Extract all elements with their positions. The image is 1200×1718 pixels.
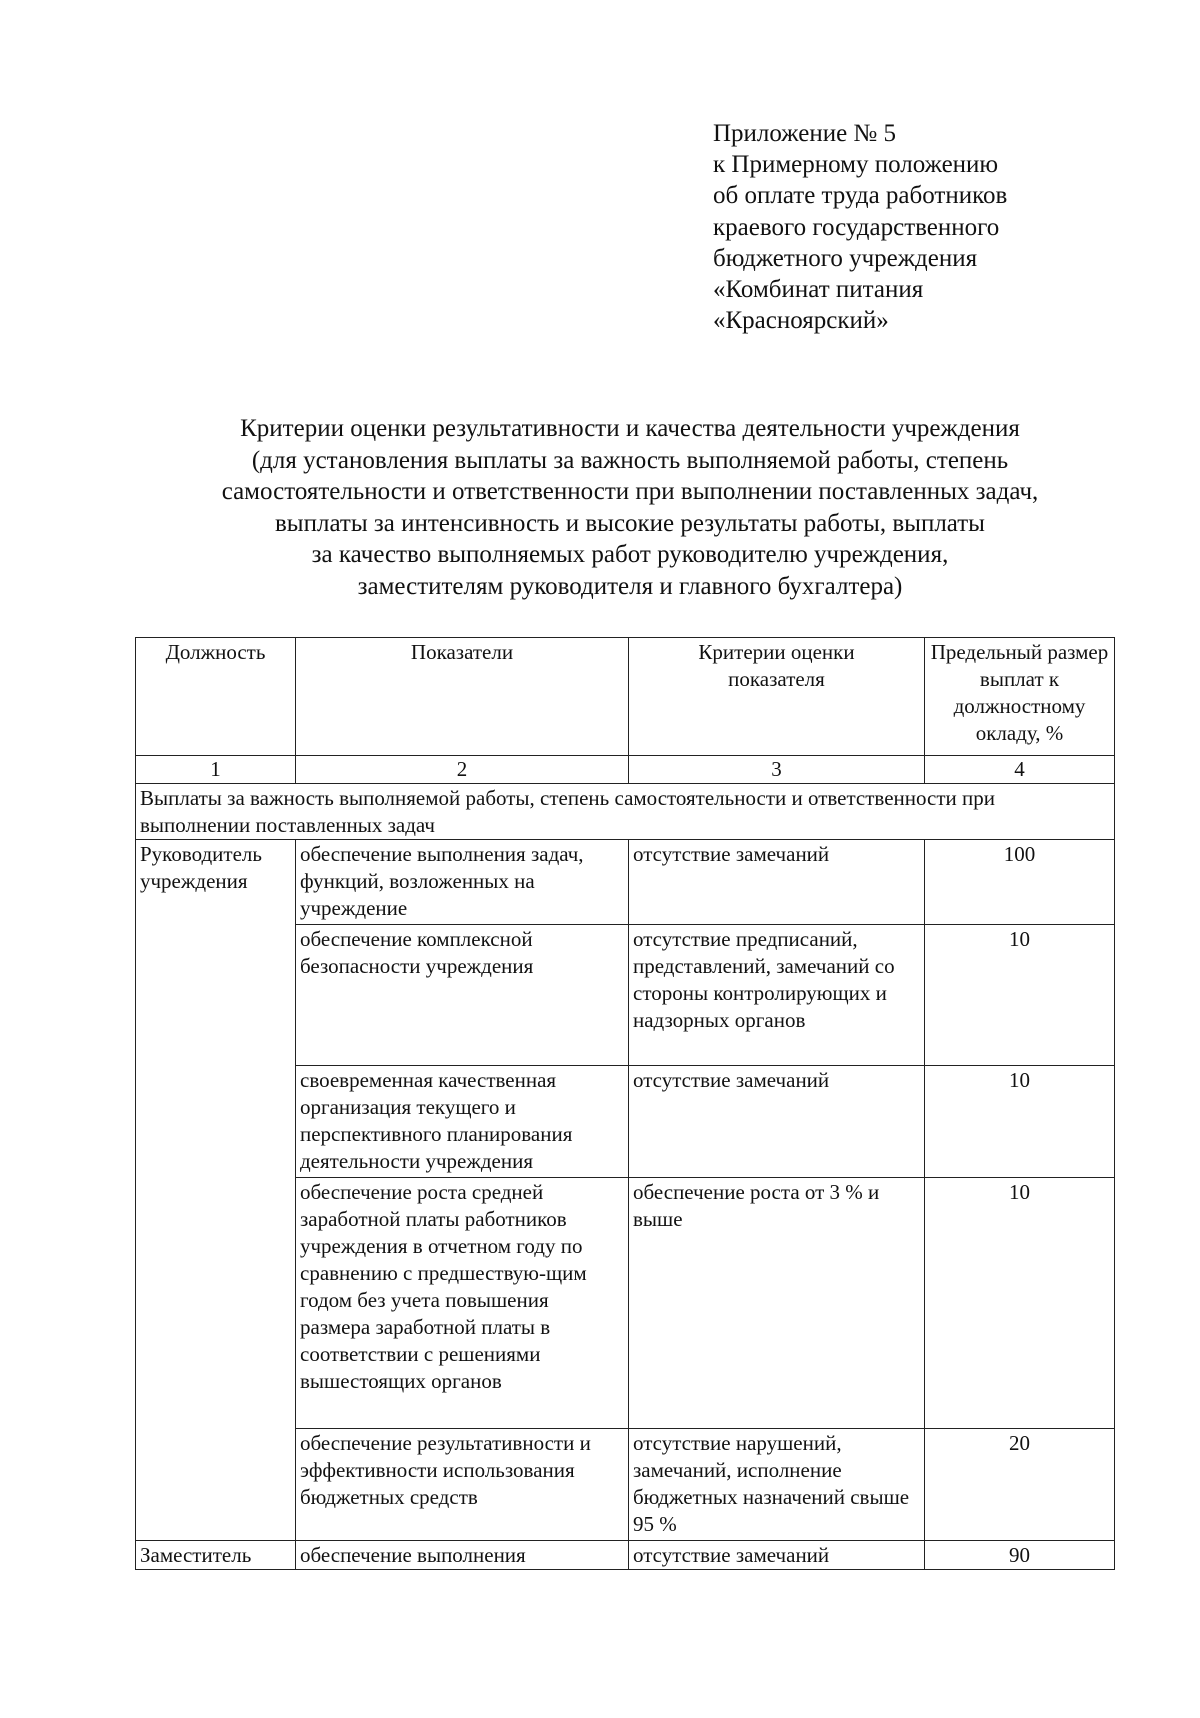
appendix-line: «Комбинат питания — [713, 276, 924, 304]
column-number: 1 — [136, 756, 296, 784]
criterion-cell: отсутствие замечаний — [629, 1541, 925, 1570]
position-cell: Заместитель — [136, 1541, 296, 1570]
header-position: Должность — [136, 638, 296, 756]
title-line: выплаты за интенсивность и высокие результаты работы, выплаты — [275, 509, 985, 537]
indicator-cell: обеспечение результативности и эффективности использования бюджетных средств — [296, 1429, 629, 1541]
value-cell: 10 — [925, 925, 1115, 1066]
indicator-cell: обеспечение комплексной безопасности учреждения — [296, 925, 629, 1066]
column-number-row — [136, 756, 1115, 784]
indicator-cell: своевременная качественная организация текущего и перспективного планирования деятельности учреждения — [296, 1066, 629, 1178]
header-criteria: Критерии оценки показателя — [629, 638, 925, 756]
table-row — [136, 1541, 1115, 1570]
appendix-header — [713, 118, 1007, 336]
criteria-table — [135, 637, 1115, 1570]
criterion-cell: отсутствие замечаний — [629, 1066, 925, 1178]
criterion-cell: отсутствие замечаний — [629, 840, 925, 925]
value-cell: 10 — [925, 1178, 1115, 1429]
appendix-line: Приложение № 5 — [713, 120, 897, 147]
title-line: заместителям руководителя и главного бухгалтера) — [357, 572, 903, 600]
criterion-cell: отсутствие предписаний, представлений, замечаний со стороны контролирующих и надзорных органов — [629, 925, 925, 1066]
title-line: за качество выполняемых работ руководителю учреждения, — [311, 541, 949, 568]
column-number: 3 — [629, 756, 925, 784]
indicator-cell: обеспечение выполнения — [296, 1541, 629, 1570]
indicator-cell: обеспечение роста средней заработной платы работников учреждения в отчетном году по сравнению с предшествую-щим годом без учета повышения размера заработной платы в соответствии с решениями вышестоящих органов — [296, 1178, 629, 1429]
value-cell: 100 — [925, 840, 1115, 925]
section-title: Выплаты за важность выполняемой работы, степень самостоятельности и ответственности при выполнении поставленных задач — [136, 784, 1115, 840]
title-line: (для установления выплаты за важность выполняемой работы, степень — [251, 446, 1009, 474]
appendix-line: краевого государственного — [713, 213, 1000, 241]
appendix-line: бюджетного учреждения — [713, 244, 978, 272]
title-line: Критерии оценки результативности и качества деятельности учреждения — [240, 415, 1020, 442]
value-cell: 20 — [925, 1429, 1115, 1541]
document-title — [100, 413, 1160, 602]
appendix-line: «Красноярский» — [713, 307, 889, 335]
table-header-row — [136, 638, 1115, 756]
position-cell: Руководитель учреждения — [136, 840, 296, 1541]
column-number: 2 — [296, 756, 629, 784]
header-indicators: Показатели — [296, 638, 629, 756]
table-row — [136, 840, 1115, 925]
criterion-cell: отсутствие нарушений, замечаний, исполнение бюджетных назначений свыше 95 % — [629, 1429, 925, 1541]
header-limit: Предельный размер выплат к должностному окладу, % — [925, 638, 1115, 756]
value-cell: 10 — [925, 1066, 1115, 1178]
indicator-cell: обеспечение выполнения задач, функций, возложенных на учреждение — [296, 840, 629, 925]
title-line: самостоятельности и ответственности при выполнении поставленных задач, — [221, 478, 1039, 505]
criterion-cell: обеспечение роста от 3 % и выше — [629, 1178, 925, 1429]
section-row — [136, 784, 1115, 840]
appendix-line: об оплате труда работников — [713, 182, 1008, 210]
column-number: 4 — [925, 756, 1115, 784]
appendix-line: к Примерному положению — [713, 151, 999, 179]
value-cell: 90 — [925, 1541, 1115, 1570]
